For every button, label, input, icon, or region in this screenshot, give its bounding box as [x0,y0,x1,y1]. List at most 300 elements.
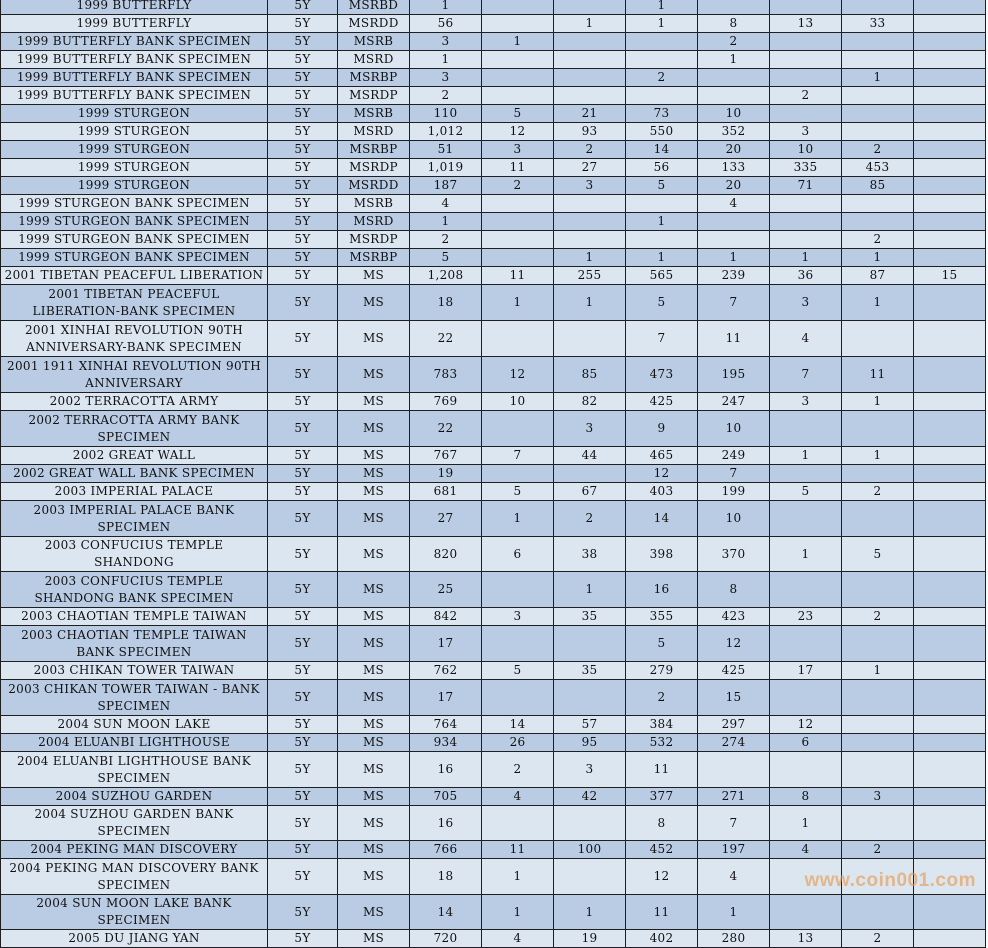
grade-count-cell[interactable]: 33 [842,15,914,33]
table-row[interactable] [1,213,986,231]
grade-count-cell[interactable]: 71 [770,177,842,195]
grade-count-cell[interactable]: 1 [554,249,626,267]
grade-count-cell[interactable]: 2 [626,680,698,716]
coin-name-cell[interactable]: 1999 STURGEON [1,159,268,177]
grade-count-cell[interactable]: 425 [626,393,698,411]
grade-count-cell[interactable] [914,159,986,177]
grade-count-cell[interactable] [914,51,986,69]
grade-count-cell[interactable] [914,806,986,841]
total-cell[interactable]: 22 [410,321,482,357]
grade-count-cell[interactable] [554,195,626,213]
denomination-cell[interactable]: 5Y [268,123,338,141]
grade-count-cell[interactable]: 3 [770,393,842,411]
grade-count-cell[interactable]: 4 [698,859,770,895]
grade-count-cell[interactable] [842,33,914,51]
grade-count-cell[interactable]: 453 [842,159,914,177]
denomination-cell[interactable]: 5Y [268,501,338,537]
coin-name-cell[interactable]: 2003 CONFUCIUS TEMPLE SHANDONG BANK SPECIMEN [1,572,268,608]
grade-count-cell[interactable] [914,249,986,267]
grade-count-cell[interactable] [554,33,626,51]
grade-count-cell[interactable]: 10 [698,411,770,447]
grade-count-cell[interactable] [626,87,698,105]
table-row[interactable] [1,501,986,537]
grade-count-cell[interactable]: 20 [698,177,770,195]
grade-count-cell[interactable]: 10 [482,393,554,411]
grade-cell[interactable]: MSRDP [338,159,410,177]
grade-count-cell[interactable] [914,841,986,859]
denomination-cell[interactable]: 5Y [268,69,338,87]
coin-name-cell[interactable]: 2003 CONFUCIUS TEMPLE SHANDONG [1,537,268,572]
grade-count-cell[interactable]: 3 [482,141,554,159]
grade-count-cell[interactable]: 550 [626,123,698,141]
denomination-cell[interactable]: 5Y [268,267,338,285]
grade-count-cell[interactable]: 4 [698,195,770,213]
grade-count-cell[interactable] [770,0,842,15]
coin-name-cell[interactable]: 1999 BUTTERFLY [1,0,268,15]
grade-count-cell[interactable]: 8 [626,806,698,841]
grade-cell[interactable]: MS [338,930,410,948]
grade-count-cell[interactable] [770,626,842,662]
grade-count-cell[interactable] [770,465,842,483]
grade-count-cell[interactable] [482,0,554,15]
grade-count-cell[interactable]: 1 [554,895,626,930]
grade-count-cell[interactable]: 2 [842,841,914,859]
grade-count-cell[interactable] [770,501,842,537]
grade-count-cell[interactable]: 9 [626,411,698,447]
grade-count-cell[interactable] [770,572,842,608]
grade-count-cell[interactable]: 14 [626,141,698,159]
grade-cell[interactable]: MSRBP [338,249,410,267]
total-cell[interactable]: 4 [410,195,482,213]
grade-count-cell[interactable] [914,680,986,716]
grade-count-cell[interactable]: 11 [482,841,554,859]
grade-count-cell[interactable] [914,752,986,788]
grade-count-cell[interactable] [914,716,986,734]
grade-count-cell[interactable]: 13 [770,930,842,948]
denomination-cell[interactable]: 5Y [268,788,338,806]
grade-count-cell[interactable]: 7 [482,447,554,465]
grade-count-cell[interactable] [914,123,986,141]
grade-count-cell[interactable]: 11 [626,752,698,788]
denomination-cell[interactable]: 5Y [268,447,338,465]
coin-name-cell[interactable]: 2004 PEKING MAN DISCOVERY BANK SPECIMEN [1,859,268,895]
coin-name-cell[interactable]: 2003 CHIKAN TOWER TAIWAN [1,662,268,680]
grade-count-cell[interactable]: 1 [482,895,554,930]
grade-count-cell[interactable]: 8 [698,15,770,33]
grade-cell[interactable]: MSRD [338,123,410,141]
table-row[interactable] [1,15,986,33]
denomination-cell[interactable]: 5Y [268,411,338,447]
denomination-cell[interactable]: 5Y [268,51,338,69]
grade-cell[interactable]: MS [338,859,410,895]
grade-count-cell[interactable]: 3 [770,123,842,141]
grade-count-cell[interactable]: 57 [554,716,626,734]
grade-count-cell[interactable]: 3 [770,285,842,321]
grade-count-cell[interactable] [842,0,914,15]
grade-count-cell[interactable]: 8 [698,572,770,608]
grade-count-cell[interactable] [482,465,554,483]
grade-count-cell[interactable] [914,141,986,159]
grade-count-cell[interactable]: 532 [626,734,698,752]
grade-count-cell[interactable] [914,447,986,465]
denomination-cell[interactable]: 5Y [268,141,338,159]
grade-count-cell[interactable] [626,33,698,51]
total-cell[interactable]: 681 [410,483,482,501]
grade-count-cell[interactable] [482,249,554,267]
total-cell[interactable]: 17 [410,680,482,716]
table-row[interactable] [1,716,986,734]
grade-count-cell[interactable]: 12 [770,716,842,734]
grade-count-cell[interactable] [914,357,986,393]
grade-count-cell[interactable] [914,788,986,806]
grade-count-cell[interactable]: 1 [698,51,770,69]
grade-count-cell[interactable]: 133 [698,159,770,177]
denomination-cell[interactable]: 5Y [268,213,338,231]
grade-cell[interactable]: MS [338,465,410,483]
grade-count-cell[interactable]: 2 [698,33,770,51]
total-cell[interactable]: 51 [410,141,482,159]
grade-cell[interactable]: MS [338,537,410,572]
grade-count-cell[interactable]: 297 [698,716,770,734]
grade-count-cell[interactable] [770,105,842,123]
grade-count-cell[interactable] [770,69,842,87]
denomination-cell[interactable]: 5Y [268,895,338,930]
table-row[interactable] [1,105,986,123]
total-cell[interactable]: 3 [410,69,482,87]
denomination-cell[interactable]: 5Y [268,15,338,33]
grade-count-cell[interactable]: 4 [482,930,554,948]
grade-count-cell[interactable] [626,51,698,69]
grade-cell[interactable]: MS [338,806,410,841]
coin-name-cell[interactable]: 1999 STURGEON [1,177,268,195]
coin-name-cell[interactable]: 2004 SUN MOON LAKE BANK SPECIMEN [1,895,268,930]
grade-count-cell[interactable]: 85 [554,357,626,393]
table-row[interactable] [1,69,986,87]
grade-cell[interactable]: MS [338,447,410,465]
denomination-cell[interactable]: 5Y [268,930,338,948]
grade-count-cell[interactable]: 17 [770,662,842,680]
coin-name-cell[interactable]: 1999 BUTTERFLY BANK SPECIMEN [1,51,268,69]
coin-name-cell[interactable]: 1999 STURGEON BANK SPECIMEN [1,195,268,213]
total-cell[interactable]: 25 [410,572,482,608]
grade-count-cell[interactable]: 1 [626,0,698,15]
grade-count-cell[interactable] [482,213,554,231]
grade-cell[interactable]: MSRB [338,195,410,213]
grade-count-cell[interactable] [554,231,626,249]
grade-count-cell[interactable] [554,69,626,87]
grade-cell[interactable]: MSRBD [338,0,410,15]
grade-count-cell[interactable] [482,680,554,716]
grade-count-cell[interactable] [914,213,986,231]
total-cell[interactable]: 2 [410,87,482,105]
table-row[interactable] [1,321,986,357]
coin-name-cell[interactable]: 2003 IMPERIAL PALACE [1,483,268,501]
table-row[interactable] [1,51,986,69]
grade-count-cell[interactable]: 1 [842,249,914,267]
total-cell[interactable]: 3 [410,33,482,51]
grade-count-cell[interactable] [842,716,914,734]
grade-count-cell[interactable]: 2 [626,69,698,87]
table-row[interactable] [1,626,986,662]
grade-count-cell[interactable]: 2 [482,177,554,195]
grade-count-cell[interactable]: 35 [554,662,626,680]
grade-count-cell[interactable]: 11 [482,159,554,177]
grade-cell[interactable]: MS [338,608,410,626]
grade-count-cell[interactable]: 1 [770,249,842,267]
grade-count-cell[interactable]: 402 [626,930,698,948]
grade-count-cell[interactable] [770,195,842,213]
grade-count-cell[interactable]: 384 [626,716,698,734]
grade-count-cell[interactable] [914,15,986,33]
grade-count-cell[interactable] [914,930,986,948]
denomination-cell[interactable]: 5Y [268,716,338,734]
grade-count-cell[interactable]: 423 [698,608,770,626]
grade-count-cell[interactable] [914,177,986,195]
grade-count-cell[interactable]: 87 [842,267,914,285]
grade-count-cell[interactable]: 19 [554,930,626,948]
grade-count-cell[interactable]: 95 [554,734,626,752]
grade-count-cell[interactable]: 1 [482,859,554,895]
grade-count-cell[interactable]: 11 [626,895,698,930]
grade-count-cell[interactable]: 20 [698,141,770,159]
grade-count-cell[interactable] [554,859,626,895]
grade-count-cell[interactable]: 197 [698,841,770,859]
grade-count-cell[interactable] [554,213,626,231]
grade-count-cell[interactable]: 5 [482,483,554,501]
grade-count-cell[interactable]: 3 [554,411,626,447]
grade-cell[interactable]: MSRD [338,213,410,231]
denomination-cell[interactable]: 5Y [268,159,338,177]
grade-count-cell[interactable] [554,680,626,716]
grade-count-cell[interactable]: 12 [626,465,698,483]
coin-name-cell[interactable]: 2003 CHIKAN TOWER TAIWAN - BANK SPECIMEN [1,680,268,716]
grade-count-cell[interactable]: 377 [626,788,698,806]
total-cell[interactable]: 1,019 [410,159,482,177]
table-row[interactable] [1,841,986,859]
grade-count-cell[interactable] [554,465,626,483]
grade-count-cell[interactable]: 7 [698,806,770,841]
grade-count-cell[interactable] [698,0,770,15]
grade-count-cell[interactable]: 1 [482,285,554,321]
grade-count-cell[interactable]: 3 [554,177,626,195]
grade-count-cell[interactable] [842,680,914,716]
grade-count-cell[interactable] [842,752,914,788]
grade-count-cell[interactable]: 13 [770,15,842,33]
denomination-cell[interactable]: 5Y [268,859,338,895]
grade-count-cell[interactable] [914,411,986,447]
coin-name-cell[interactable]: 2004 SUZHOU GARDEN BANK SPECIMEN [1,806,268,841]
grade-count-cell[interactable]: 15 [698,680,770,716]
table-row[interactable] [1,87,986,105]
grade-count-cell[interactable]: 2 [842,231,914,249]
grade-count-cell[interactable] [914,537,986,572]
grade-count-cell[interactable] [698,69,770,87]
grade-count-cell[interactable]: 1 [554,572,626,608]
grade-count-cell[interactable]: 403 [626,483,698,501]
grade-count-cell[interactable]: 56 [626,159,698,177]
grade-count-cell[interactable]: 7 [770,357,842,393]
denomination-cell[interactable]: 5Y [268,483,338,501]
grade-count-cell[interactable]: 1 [842,662,914,680]
grade-count-cell[interactable] [914,87,986,105]
grade-count-cell[interactable]: 473 [626,357,698,393]
grade-count-cell[interactable]: 85 [842,177,914,195]
total-cell[interactable]: 842 [410,608,482,626]
grade-count-cell[interactable] [482,572,554,608]
denomination-cell[interactable]: 5Y [268,465,338,483]
grade-count-cell[interactable] [914,626,986,662]
coin-name-cell[interactable]: 2004 ELUANBI LIGHTHOUSE [1,734,268,752]
coin-name-cell[interactable]: 2001 TIBETAN PEACEFUL LIBERATION [1,267,268,285]
grade-count-cell[interactable]: 1 [842,69,914,87]
grade-count-cell[interactable] [770,895,842,930]
grade-cell[interactable]: MS [338,572,410,608]
grade-count-cell[interactable] [842,734,914,752]
grade-count-cell[interactable]: 1 [770,447,842,465]
total-cell[interactable]: 820 [410,537,482,572]
grade-count-cell[interactable] [482,321,554,357]
grade-count-cell[interactable]: 12 [698,626,770,662]
grade-count-cell[interactable]: 73 [626,105,698,123]
grade-count-cell[interactable]: 12 [482,357,554,393]
grade-cell[interactable]: MS [338,841,410,859]
grade-count-cell[interactable]: 10 [698,501,770,537]
grade-count-cell[interactable] [842,195,914,213]
grade-count-cell[interactable]: 247 [698,393,770,411]
coin-name-cell[interactable]: 1999 STURGEON [1,123,268,141]
grade-count-cell[interactable]: 26 [482,734,554,752]
coin-name-cell[interactable]: 1999 STURGEON [1,141,268,159]
table-row[interactable] [1,608,986,626]
grade-count-cell[interactable]: 1 [482,501,554,537]
grade-count-cell[interactable] [914,608,986,626]
grade-count-cell[interactable]: 2 [842,608,914,626]
table-row[interactable] [1,465,986,483]
grade-count-cell[interactable] [770,411,842,447]
grade-count-cell[interactable] [842,213,914,231]
table-row[interactable] [1,930,986,948]
total-cell[interactable]: 1 [410,213,482,231]
grade-count-cell[interactable] [914,734,986,752]
grade-count-cell[interactable] [914,285,986,321]
denomination-cell[interactable]: 5Y [268,357,338,393]
grade-count-cell[interactable] [914,195,986,213]
total-cell[interactable]: 22 [410,411,482,447]
grade-count-cell[interactable]: 3 [554,752,626,788]
grade-count-cell[interactable] [482,51,554,69]
total-cell[interactable]: 16 [410,806,482,841]
grade-count-cell[interactable]: 35 [554,608,626,626]
grade-count-cell[interactable]: 4 [482,788,554,806]
grade-count-cell[interactable] [626,195,698,213]
coin-name-cell[interactable]: 2002 TERRACOTTA ARMY BANK SPECIMEN [1,411,268,447]
total-cell[interactable]: 1,208 [410,267,482,285]
grade-count-cell[interactable]: 1 [626,213,698,231]
coin-name-cell[interactable]: 1999 BUTTERFLY BANK SPECIMEN [1,87,268,105]
total-cell[interactable]: 2 [410,231,482,249]
grade-cell[interactable]: MS [338,267,410,285]
grade-count-cell[interactable] [554,806,626,841]
total-cell[interactable]: 110 [410,105,482,123]
coin-name-cell[interactable]: 1999 BUTTERFLY BANK SPECIMEN [1,33,268,51]
grade-count-cell[interactable] [698,231,770,249]
grade-count-cell[interactable]: 11 [698,321,770,357]
grade-count-cell[interactable] [482,231,554,249]
grade-count-cell[interactable] [842,411,914,447]
grade-count-cell[interactable]: 14 [626,501,698,537]
grade-count-cell[interactable] [554,51,626,69]
grade-count-cell[interactable]: 452 [626,841,698,859]
grade-count-cell[interactable]: 398 [626,537,698,572]
grade-cell[interactable]: MS [338,501,410,537]
grade-count-cell[interactable]: 1 [770,806,842,841]
grade-count-cell[interactable] [554,626,626,662]
grade-count-cell[interactable] [482,806,554,841]
grade-count-cell[interactable]: 15 [914,267,986,285]
grade-count-cell[interactable] [770,213,842,231]
grade-cell[interactable]: MSRDD [338,177,410,195]
table-row[interactable] [1,141,986,159]
coin-name-cell[interactable]: 2001 TIBETAN PEACEFUL LIBERATION-BANK SPECIMEN [1,285,268,321]
grade-count-cell[interactable]: 1 [554,15,626,33]
grade-count-cell[interactable]: 5 [482,662,554,680]
grade-cell[interactable]: MS [338,285,410,321]
table-row[interactable] [1,249,986,267]
coin-name-cell[interactable]: 1999 BUTTERFLY BANK SPECIMEN [1,69,268,87]
coin-name-cell[interactable]: 2003 CHAOTIAN TEMPLE TAIWAN [1,608,268,626]
grade-count-cell[interactable] [842,105,914,123]
coin-name-cell[interactable]: 2001 XINHAI REVOLUTION 90TH ANNIVERSARY-BANK SPECIMEN [1,321,268,357]
grade-cell[interactable]: MS [338,483,410,501]
denomination-cell[interactable]: 5Y [268,33,338,51]
grade-count-cell[interactable] [842,806,914,841]
denomination-cell[interactable]: 5Y [268,105,338,123]
grade-cell[interactable]: MS [338,411,410,447]
table-row[interactable] [1,806,986,841]
grade-count-cell[interactable]: 5 [770,483,842,501]
grade-count-cell[interactable] [842,626,914,662]
coin-name-cell[interactable]: 2002 TERRACOTTA ARMY [1,393,268,411]
grade-count-cell[interactable] [914,662,986,680]
table-row[interactable] [1,357,986,393]
grade-cell[interactable]: MS [338,734,410,752]
grade-count-cell[interactable] [914,895,986,930]
grade-count-cell[interactable] [914,33,986,51]
grade-count-cell[interactable]: 5 [626,626,698,662]
table-row[interactable] [1,33,986,51]
grade-count-cell[interactable]: 352 [698,123,770,141]
denomination-cell[interactable]: 5Y [268,680,338,716]
coin-name-cell[interactable]: 1999 STURGEON BANK SPECIMEN [1,249,268,267]
grade-count-cell[interactable]: 100 [554,841,626,859]
grade-cell[interactable]: MSRB [338,33,410,51]
grade-count-cell[interactable]: 7 [698,465,770,483]
grade-count-cell[interactable]: 2 [842,141,914,159]
denomination-cell[interactable]: 5Y [268,734,338,752]
denomination-cell[interactable]: 5Y [268,806,338,841]
coin-name-cell[interactable]: 1999 STURGEON BANK SPECIMEN [1,213,268,231]
table-row[interactable] [1,159,986,177]
denomination-cell[interactable]: 5Y [268,608,338,626]
grade-count-cell[interactable]: 12 [626,859,698,895]
grade-count-cell[interactable] [482,69,554,87]
denomination-cell[interactable]: 5Y [268,662,338,680]
total-cell[interactable]: 1,012 [410,123,482,141]
denomination-cell[interactable]: 5Y [268,752,338,788]
table-row[interactable] [1,572,986,608]
grade-count-cell[interactable] [554,87,626,105]
table-row[interactable] [1,177,986,195]
